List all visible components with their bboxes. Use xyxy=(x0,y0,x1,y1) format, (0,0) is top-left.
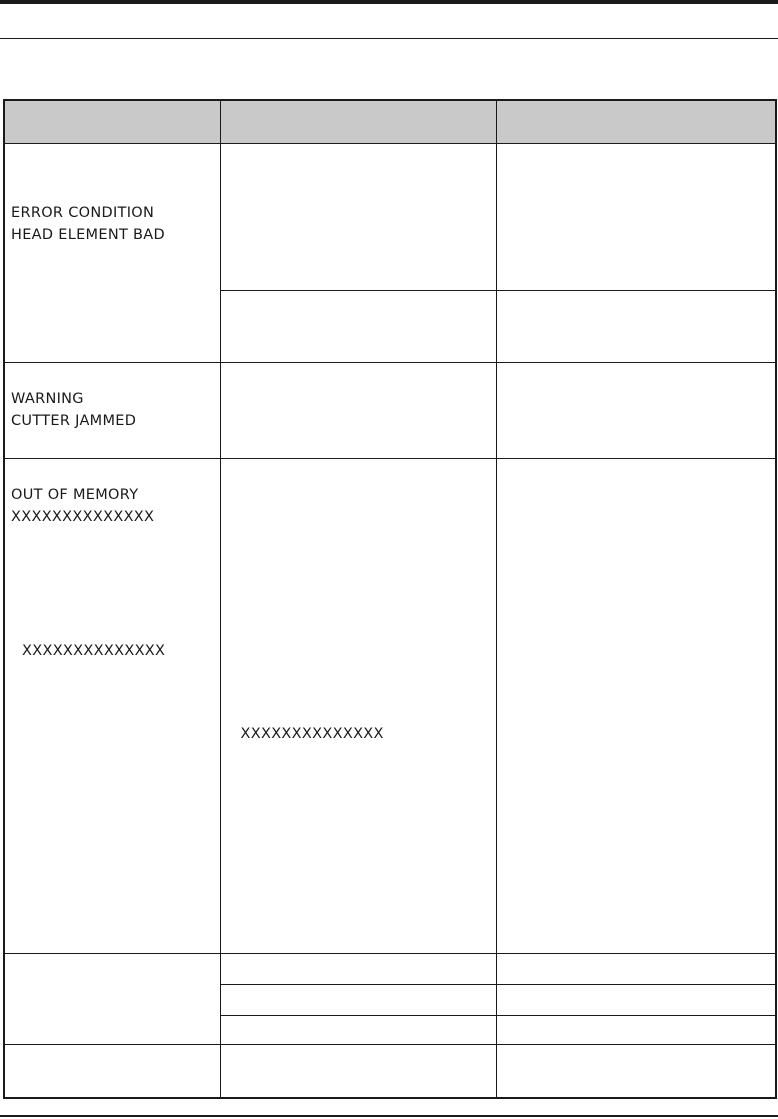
message-line: HEAD ELEMENT BAD xyxy=(11,227,165,243)
top-rule xyxy=(0,0,778,4)
message-cell xyxy=(4,954,220,1045)
cause-cell xyxy=(220,144,496,291)
header-cell-message xyxy=(4,100,220,144)
placeholder-text: XXXXXXXXXXXXXX xyxy=(22,643,166,659)
placeholder-text: XXXXXXXXXXXXXX xyxy=(240,726,384,742)
solution-cell xyxy=(496,1045,776,1098)
message-cell xyxy=(4,459,220,954)
message-line: ERROR CONDITION xyxy=(11,205,155,221)
error-message-table xyxy=(3,99,777,1099)
table-row xyxy=(4,363,776,459)
cause-cell xyxy=(220,954,496,985)
cause-cell xyxy=(220,1045,496,1098)
message-cell xyxy=(4,144,220,363)
solution-cell xyxy=(496,144,776,291)
table-row xyxy=(4,954,776,985)
solution-cell xyxy=(496,291,776,363)
solution-cell xyxy=(496,459,776,954)
message-cell xyxy=(4,1045,220,1098)
header-cell-cause xyxy=(220,100,496,144)
table-row xyxy=(4,144,776,291)
table-header-row xyxy=(4,100,776,144)
message-line: OUT OF MEMORY xyxy=(11,487,139,503)
cause-cell xyxy=(220,1016,496,1045)
message-cell xyxy=(4,363,220,459)
header-rule xyxy=(0,38,778,39)
footer-rule xyxy=(0,1115,778,1117)
solution-cell xyxy=(496,954,776,985)
message-line: CUTTER JAMMED xyxy=(11,413,137,429)
message-line: XXXXXXXXXXXXXX xyxy=(11,509,155,525)
cause-cell xyxy=(220,985,496,1016)
solution-cell xyxy=(496,985,776,1016)
cause-cell xyxy=(220,363,496,459)
header-cell-solution xyxy=(496,100,776,144)
solution-cell xyxy=(496,363,776,459)
cause-cell xyxy=(220,291,496,363)
table-row xyxy=(4,459,776,954)
message-line: WARNING xyxy=(11,391,84,407)
table-row xyxy=(4,1045,776,1098)
solution-cell xyxy=(496,1016,776,1045)
cause-cell xyxy=(220,459,496,954)
